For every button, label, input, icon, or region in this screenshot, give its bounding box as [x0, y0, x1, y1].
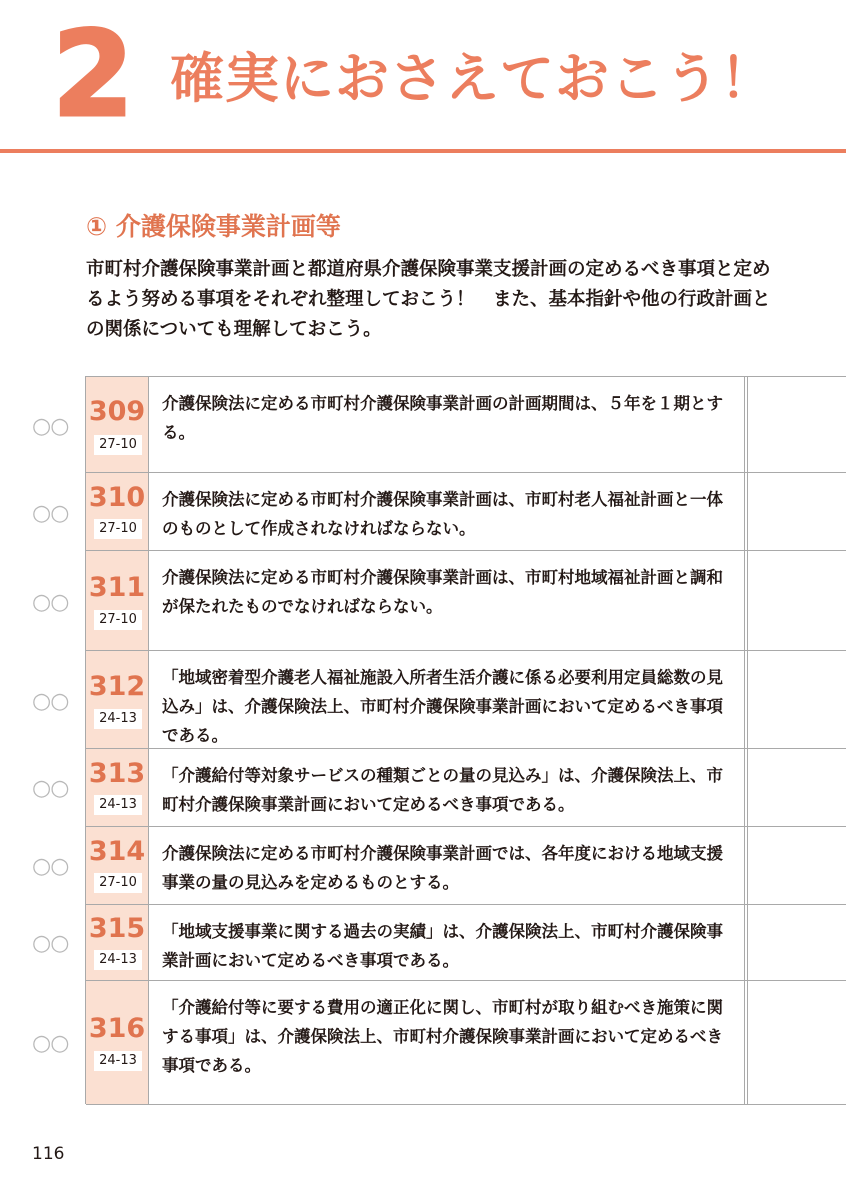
question-reference: 24-13 [94, 950, 142, 970]
question-row [32, 472, 846, 551]
question-number-cell [86, 827, 149, 905]
check-boxes[interactable]: ○○ [32, 501, 69, 526]
question-row [32, 748, 846, 827]
question-number-cell [86, 749, 149, 827]
question-number-cell [86, 551, 149, 651]
question-reference: 24-13 [94, 709, 142, 729]
question-number-cell [86, 981, 149, 1104]
section-title: ① 介護保険事業計画等 [86, 212, 341, 241]
question-number-cell [86, 905, 149, 981]
question-row [32, 980, 846, 1105]
question-number: 312 [88, 671, 146, 702]
question-reference: 27-10 [94, 873, 142, 893]
check-boxes[interactable]: ○○ [32, 414, 69, 439]
check-boxes[interactable]: ○○ [32, 1031, 69, 1056]
question-table [32, 376, 846, 1104]
question-row [32, 826, 846, 905]
answer-column-border [747, 376, 748, 1104]
chapter-header [0, 0, 846, 160]
check-boxes[interactable]: ○○ [32, 776, 69, 801]
check-boxes[interactable]: ○○ [32, 689, 69, 714]
check-boxes[interactable]: ○○ [32, 590, 69, 615]
question-row [32, 650, 846, 749]
chapter-number: 2 [51, 5, 135, 143]
page-number: 116 [32, 1144, 65, 1164]
chapter-title: 確実におさえておこう！ [170, 47, 775, 110]
question-number: 314 [88, 836, 146, 867]
question-number: 315 [88, 913, 146, 944]
question-row [32, 904, 846, 981]
question-reference: 24-13 [94, 1051, 142, 1071]
question-text: 介護保険法に定める市町村介護保険事業計画は、市町村老人福祉計画と一体のものとして作成されなければならない。 [162, 490, 723, 538]
question-reference: 27-10 [94, 519, 142, 539]
question-number: 310 [88, 482, 146, 513]
question-number-cell [86, 651, 149, 749]
answer-column-border [744, 376, 745, 1104]
question-number: 316 [88, 1013, 146, 1044]
question-text: 「介護給付等対象サービスの種類ごとの量の見込み」は、介護保険法上、市町村介護保険事業計画において定めるべき事項である。 [162, 766, 723, 814]
question-number: 309 [88, 396, 146, 427]
question-reference: 27-10 [94, 610, 142, 630]
question-row [32, 550, 846, 651]
question-number-cell [86, 377, 149, 473]
check-boxes[interactable]: ○○ [32, 931, 69, 956]
section-intro: 市町村介護保険事業計画と都道府県介護保険事業支援計画の定めるべき事項と定めるよう努める事項をそれぞれ整理しておこう！ また、基本指針や他の行政計画との関係についても理解しておこう。 [86, 259, 771, 340]
question-text: 「地域密着型介護老人福祉施設入所者生活介護に係る必要利用定員総数の見込み」は、介護保険法上、市町村介護保険事業計画において定めるべき事項である。 [162, 668, 723, 745]
check-boxes[interactable]: ○○ [32, 854, 69, 879]
question-reference: 27-10 [94, 435, 142, 455]
question-text: 介護保険法に定める市町村介護保険事業計画では、各年度における地域支援事業の量の見込みを定めるものとする。 [162, 844, 723, 892]
question-number: 313 [88, 758, 146, 789]
question-reference: 24-13 [94, 795, 142, 815]
question-number: 311 [88, 572, 146, 603]
question-number-cell [86, 473, 149, 551]
question-row [32, 376, 846, 473]
question-text: 介護保険法に定める市町村介護保険事業計画は、市町村地域福祉計画と調和が保たれたものでなければならない。 [162, 568, 723, 616]
question-text: 介護保険法に定める市町村介護保険事業計画の計画期間は、５年を１期とする。 [162, 394, 723, 442]
question-text: 「地域支援事業に関する過去の実績」は、介護保険法上、市町村介護保険事業計画において定めるべき事項である。 [162, 922, 723, 970]
header-divider [0, 149, 846, 153]
question-text: 「介護給付等に要する費用の適正化に関し、市町村が取り組むべき施策に関する事項」は、介護保険法上、市町村介護保険事業計画において定めるべき事項である。 [162, 998, 723, 1075]
